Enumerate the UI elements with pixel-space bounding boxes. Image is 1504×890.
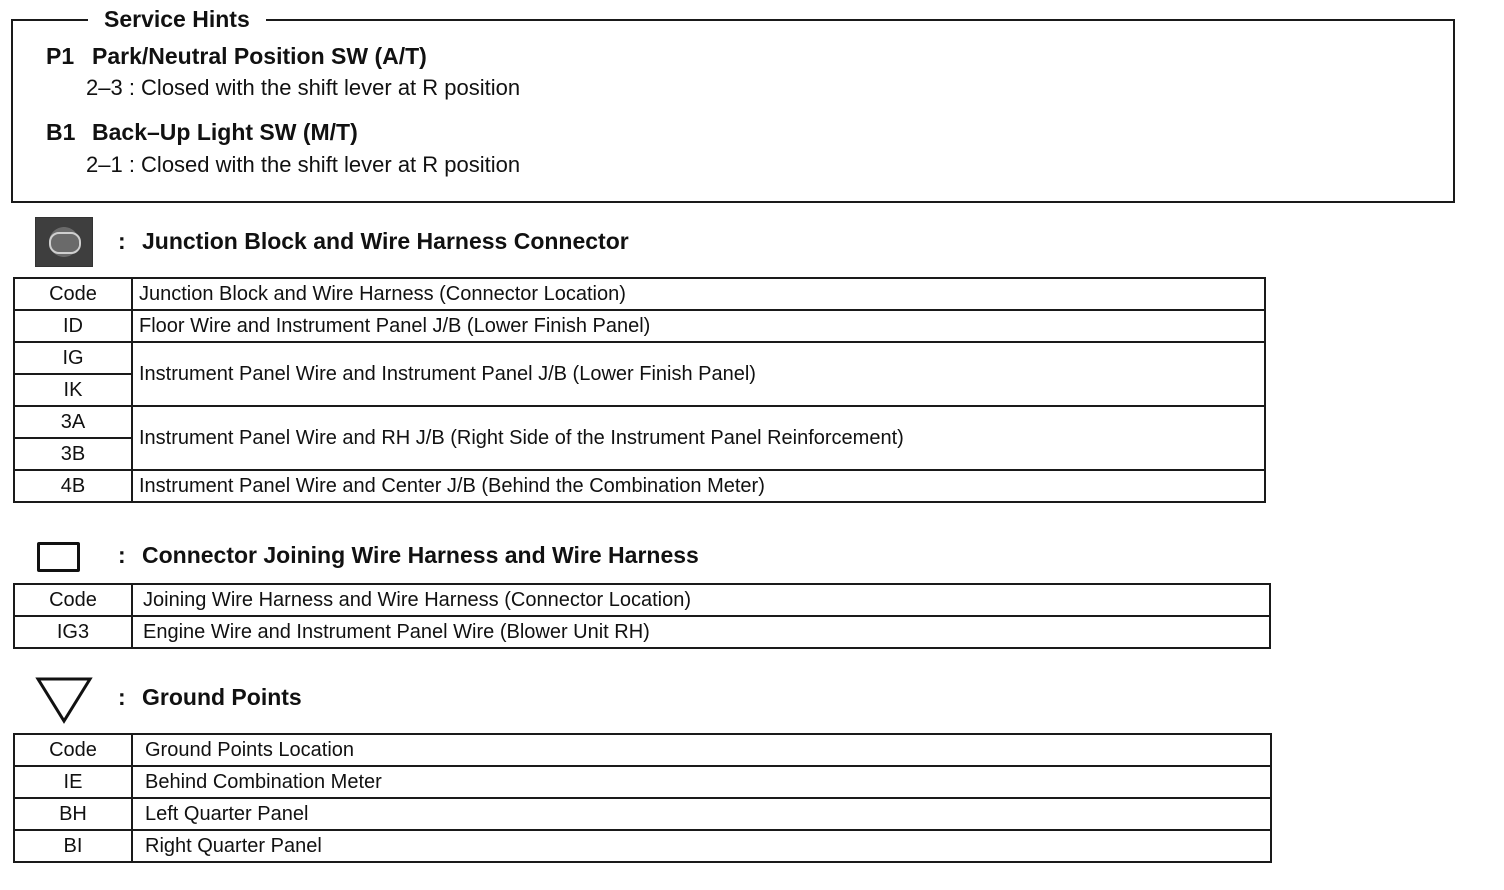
ground-table <box>13 733 1272 863</box>
heading-colon: : <box>118 228 126 254</box>
row-code: IK <box>14 374 132 406</box>
hint-name: Park/Neutral Position SW (A/T) <box>92 43 427 69</box>
heading-colon: : <box>118 542 126 568</box>
service-hints-title: Service Hints <box>88 5 266 33</box>
header-code: Code <box>14 278 132 310</box>
row-desc: Right Quarter Panel <box>132 830 1271 862</box>
table-row <box>14 310 1265 342</box>
junction-heading <box>118 228 629 255</box>
hint-item-p1 <box>46 43 427 70</box>
row-code: 4B <box>14 470 132 502</box>
table-header-row <box>14 278 1265 310</box>
row-code: IG <box>14 342 132 374</box>
header-code: Code <box>14 584 132 616</box>
hint-item-b1 <box>46 119 358 146</box>
row-desc: Left Quarter Panel <box>132 798 1271 830</box>
table-row <box>14 766 1271 798</box>
row-desc: Floor Wire and Instrument Panel J/B (Lower Finish Panel) <box>132 310 1265 342</box>
row-code: IE <box>14 766 132 798</box>
junction-table <box>13 277 1266 503</box>
header-desc: Ground Points Location <box>132 734 1271 766</box>
hint-code: P1 <box>46 43 75 69</box>
table-row <box>14 406 1265 438</box>
table-row <box>14 798 1271 830</box>
ground-triangle-icon <box>35 676 93 724</box>
heading-text: Ground Points <box>142 684 302 710</box>
table-header-row <box>14 734 1271 766</box>
connector-heading <box>118 542 699 569</box>
hint-name: Back–Up Light SW (M/T) <box>92 119 358 145</box>
table-row <box>14 830 1271 862</box>
header-desc: Joining Wire Harness and Wire Harness (Connector Location) <box>132 584 1270 616</box>
row-desc: Instrument Panel Wire and RH J/B (Right Side of the Instrument Panel Reinforcement) <box>132 406 1265 470</box>
row-desc: Engine Wire and Instrument Panel Wire (Blower Unit RH) <box>132 616 1270 648</box>
table-row <box>14 470 1265 502</box>
ground-heading <box>118 684 302 711</box>
hint-detail: 2–3 : Closed with the shift lever at R position <box>86 75 521 100</box>
table-row <box>14 616 1270 648</box>
connector-table <box>13 583 1271 649</box>
table-header-row <box>14 584 1270 616</box>
row-code: 3B <box>14 438 132 470</box>
row-desc: Instrument Panel Wire and Center J/B (Behind the Combination Meter) <box>132 470 1265 502</box>
heading-colon: : <box>118 684 126 710</box>
hint-code: B1 <box>46 119 76 145</box>
row-code: ID <box>14 310 132 342</box>
header-desc: Junction Block and Wire Harness (Connector Location) <box>132 278 1265 310</box>
header-code: Code <box>14 734 132 766</box>
heading-text: Junction Block and Wire Harness Connector <box>142 228 629 254</box>
row-code: BI <box>14 830 132 862</box>
row-desc: Instrument Panel Wire and Instrument Panel J/B (Lower Finish Panel) <box>132 342 1265 406</box>
heading-text: Connector Joining Wire Harness and Wire Harness <box>142 542 699 568</box>
hint-detail: 2–1 : Closed with the shift lever at R position <box>86 152 521 177</box>
row-code: IG3 <box>14 616 132 648</box>
junction-block-icon <box>35 217 93 267</box>
connector-box-icon <box>37 542 80 572</box>
row-desc: Behind Combination Meter <box>132 766 1271 798</box>
row-code: 3A <box>14 406 132 438</box>
row-code: BH <box>14 798 132 830</box>
table-row <box>14 342 1265 374</box>
